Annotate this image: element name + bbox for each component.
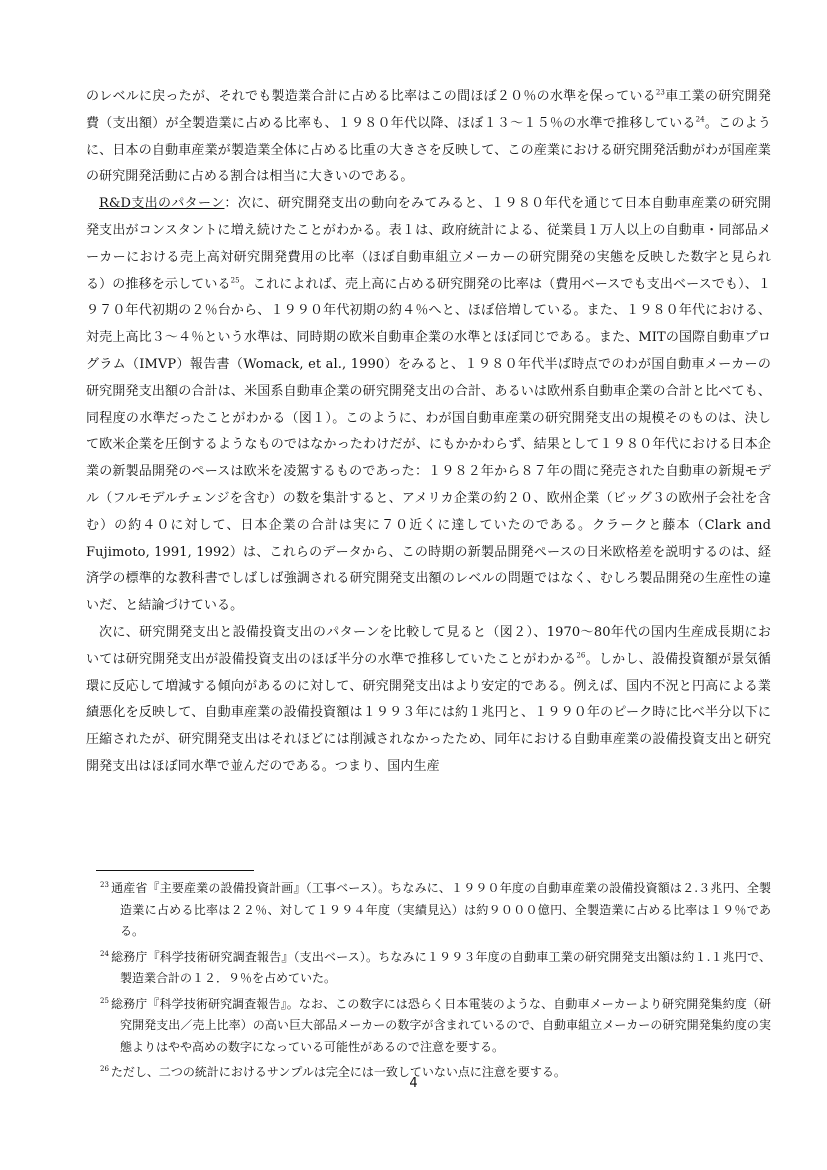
section-heading-rd-pattern: R&D支出のパターン (99, 196, 225, 212)
paragraph-2-text-2: 。これによれば、売上高に占める研究開発の比率は（費用ベースでも支出ベースでも）、１９７０年代初期の２％台から、１９９０年代初期の約４％へと、ほぼ倍増している。また、１９８０年代における、対売上高比３～４％という水準は、同時期の欧米自動車企業の水準とほぼ同じである。また、MITの国際自動車プログラム（IMVP）報告書（Womack, et al., 1990）をみると、１９８０年代半ば時点でのわが国自動車メーカーの研究開発支出額の合計は、米国系自動車企業の研究開発支出の合計、あるいは欧州系自動車企業の合計と比べても、同程度の水準だったことがわかる（図１）。このように、わが国自動車産業の研究開発支出の規模そのものは、決して欧米企業を圧倒するようなものではなかったわけだが、にもかかわらず、結果として１９８０年代における日本企業の新製品開発のペースは欧米を凌駕するものであった：１９８２年から８７年の間に発売された自動車の新規モデル（フルモデルチェンジを含む）の数を集計すると、アメリカ企業の約２０、欧州企業（ビッグ３の欧州子会社を含む）の約４０に対して、日本企業の合計は実に７０近くに達していたのである。クラークと藤本（Clark and Fujimoto, 1991, 1992）は、これらのデータから、この時期の新製品開発ペースの日米欧格差を説明するのは、経済学の標準的な教科書でしばしば強調される研究開発支出額のレベルの問題ではなく、むしろ製品開発の生産性の違いだ、と結論づけている。 (86, 276, 771, 614)
footnote-25 (86, 994, 771, 1059)
paragraph-1-text: のレベルに戻ったが、それでも製造業合計に占める比率はこの間ほぼ２０％の水準を保っている (86, 89, 656, 104)
footnote-24-mark: 24 (100, 949, 109, 958)
footnote-25-text: 総務庁『科学技術研究調査報告』。なお、この数字には恐らく日本電装のような、自動車メーカーより研究開発集約度（研究開発支出／売上比率）の高い巨大部品メーカーの数字が含まれているので、自動車組立メーカーの研究開発集約度の実態よりはやや高めの数字になっている可能性があるので注意を要する。 (110, 996, 771, 1054)
paragraph-1-text-2: 車工業の研究開発費（支出額）が全製造業に占める比率も、１９８０年代以降、ほぼ１３～１５％の水準で推移している (86, 89, 771, 131)
footnote-23 (86, 878, 771, 943)
paragraph-3 (86, 620, 771, 781)
footnote-26-mark: 26 (100, 1065, 109, 1073)
footnote-separator (96, 870, 254, 871)
body-text (86, 84, 771, 781)
paragraph-2 (86, 191, 771, 620)
footnote-24-text: 総務庁『科学技術研究調査報告』（支出ベース）。ちなみに１９９３年度の自動車工業の研究開発支出額は約１.１兆円で、製造業合計の１２．９％を占めていた。 (110, 949, 771, 985)
paragraph-3-text-2: 。しかし、設備投資額が景気循環に反応して増減する傾向があるのに対して、研究開発支出はより安定的である。例えば、国内不況と円高による業績悪化を反映して、自動車産業の設備投資額は１９９３年には約１兆円と、１９９０年のピーク時に比べ半分以下に圧縮されたが、研究開発支出はそれほどには削減されなかったため、同年における自動車産業の設備投資支出と研究開発支出はほぼ同水準で並んだのである。つまり、国内生産 (86, 651, 772, 774)
footnotes (86, 878, 771, 1088)
footnote-ref-26: 26 (576, 651, 586, 660)
footnote-ref-23: 23 (655, 88, 665, 97)
paragraph-3-text: 次に、研究開発支出と設備投資支出のパターンを比較して見ると（図２）、1970～80年代の国内生産成長期においては研究開発支出が設備投資支出のほぼ半分の水準で推移していたことがわかる (86, 624, 771, 667)
paragraph-1-text-3: 。このように、日本の自動車産業が製造業全体に占める比重の大きさを反映して、この産業における研究開発活動がわが国産業の研究開発活動に占める割合は相当に大きいのである。 (86, 115, 771, 185)
footnote-ref-24: 24 (695, 115, 705, 124)
footnote-23-mark: 23 (100, 881, 109, 889)
paragraph-1 (86, 84, 771, 191)
footnote-24 (86, 947, 771, 990)
footnote-25-mark: 25 (100, 996, 109, 1005)
paragraph-2-text: ：次に、研究開発支出の動向をみてみると、１９８０年代を通じて日本自動車産業の研究開発支出がコンスタントに増え続けたことがわかる。表１は、政府統計による、従業員１万人以上の自動車・同部品メーカーにおける売上高対研究開発費用の比率（ほぼ自動車組立メーカーの研究開発の実態を反映した数字と見られる）の推移を示している (86, 196, 771, 292)
footnote-ref-25: 25 (230, 276, 240, 285)
footnote-26-text: ただし、二つの統計におけるサンプルは完全には一致していない点に注意を要する。 (110, 1065, 566, 1079)
page-number: 4 (409, 1076, 418, 1091)
footnote-23-text: 通産省『主要産業の設備投資計画』（工事ベース）。ちなみに、１９９０年度の自動車産業の設備投資額は２.３兆円、全製造業に占める比率は２２％、対して１９９４年度（実績見込）は約９０００億円、全製造業に占める比率は１９％である。 (110, 881, 771, 938)
